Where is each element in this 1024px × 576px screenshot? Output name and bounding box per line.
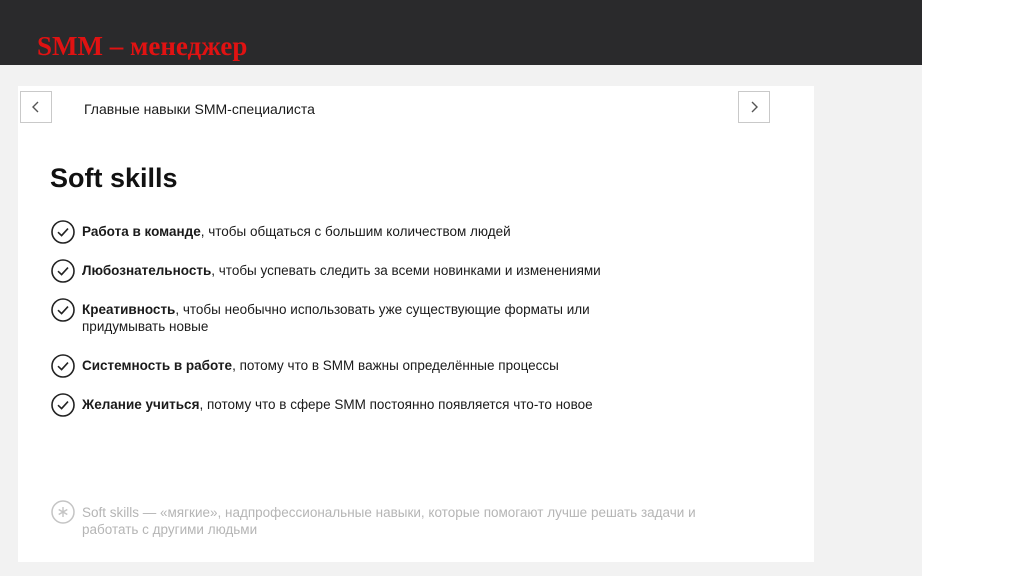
check-circle-icon (50, 258, 76, 284)
skill-text (82, 223, 642, 240)
skill-name: Работа в команде (82, 224, 201, 239)
bottom-margin (0, 563, 922, 576)
check-circle-icon (50, 392, 76, 418)
skill-description: , потому что в сфере SMM постоянно появляется что-то новое (199, 397, 593, 412)
footnote-text: Soft skills — «мягкие», надпрофессиональные навыки, которые помогают лучше решать задачи и работать с другими людьми (82, 505, 696, 537)
check-circle-icon (50, 353, 76, 379)
skill-name: Желание учиться (82, 397, 200, 412)
skill-description: , чтобы успевать следить за всеми новинками и изменениями (211, 263, 601, 278)
check-circle-icon (50, 297, 76, 323)
section-title: Soft skills (50, 163, 178, 193)
skill-name: Креативность (82, 302, 176, 317)
skill-description: , чтобы необычно использовать уже существующие форматы или придумывать новые (82, 302, 590, 334)
slide-title: SMM – менеджер (37, 31, 248, 61)
skill-name: Любознательность (82, 263, 212, 278)
skill-description: , потому что в SMM важны определённые процессы (232, 358, 559, 373)
chevron-right-icon (747, 100, 761, 114)
skill-text (82, 357, 642, 374)
chevron-left-icon (29, 100, 43, 114)
skill-description: , чтобы общаться с большим количеством людей (200, 224, 511, 239)
right-margin (922, 0, 1024, 576)
asterisk-circle-icon (50, 499, 76, 525)
check-circle-icon (50, 219, 76, 245)
skill-text (82, 262, 642, 279)
slide-header (0, 0, 922, 65)
skill-text (82, 396, 642, 413)
skill-name: Системность в работе (82, 358, 233, 373)
breadcrumb: Главные навыки SMM-специалиста (84, 101, 315, 117)
content-card (18, 86, 814, 562)
next-button[interactable] (738, 91, 770, 123)
skill-text (82, 301, 602, 335)
prev-button[interactable] (20, 91, 52, 123)
